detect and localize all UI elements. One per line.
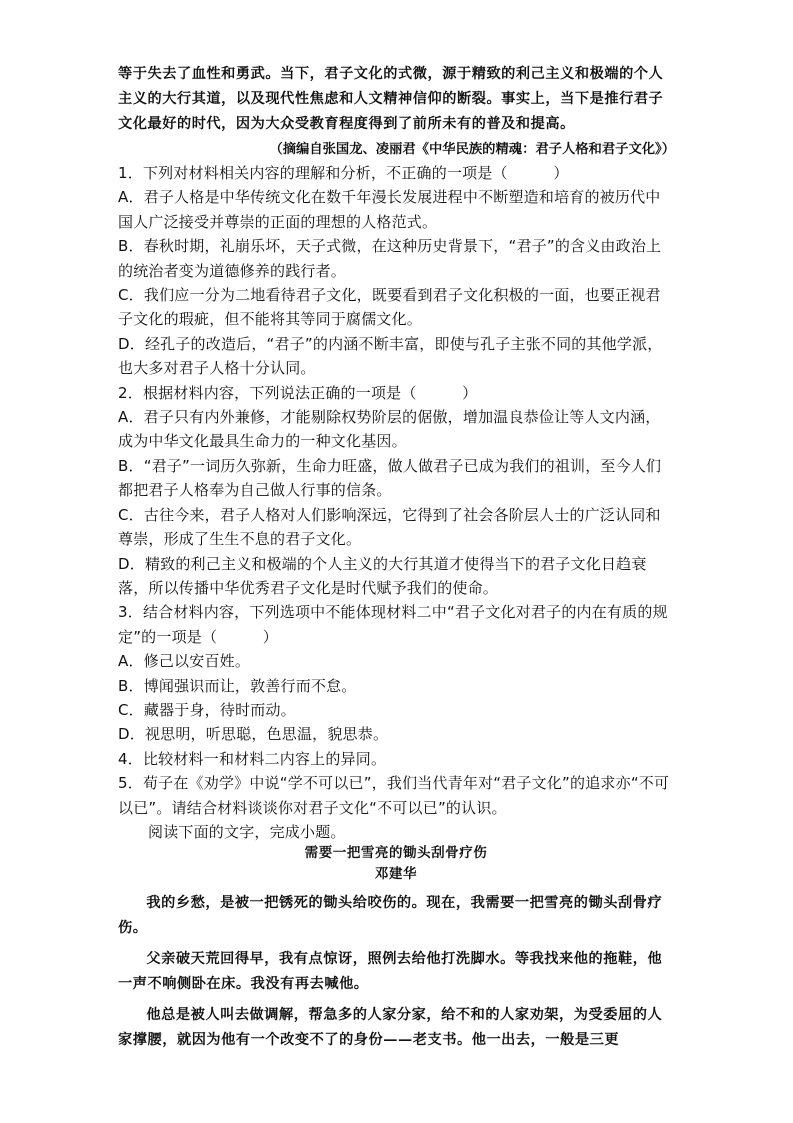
option-c: C．藏器于身，待时而动。 — [118, 700, 296, 719]
passage-continuation — [118, 62, 674, 137]
option-a: A．君子只有内外兼修，才能剔除权势阶层的倨傲，增加温良恭俭让等人文内涵，成为中华文化最具生命力的一种文化基因。 — [118, 408, 661, 451]
source-citation-block — [130, 139, 675, 161]
story-title: 需要一把雪亮的锄头刮骨疗伤 — [304, 845, 488, 861]
option-b: B．春秋时期，礼崩乐坏，天子式微，在这种历史背景下，“君子”的含义由政治上的统治者变为道德修养的践行者。 — [118, 237, 662, 280]
story-author: 邓建华 — [374, 866, 418, 882]
question-stem: 2．根据材料内容，下列说法正确的一项是（ ） — [118, 383, 478, 402]
question-4 — [118, 747, 674, 771]
story-section — [118, 843, 674, 1053]
question-1 — [118, 161, 674, 381]
reading-prompt: 阅读下面的文字，完成小题。 — [148, 822, 346, 841]
option-c: C．我们应一分为二地看待君子文化，既要看到君子文化积极的一面，也要正视君子文化的瑕疵，但不能将其等同于腐儒文化。 — [118, 286, 661, 329]
option-b: B．博闻强识而让，敦善行而不怠。 — [118, 676, 357, 695]
story-paragraph: 我的乡愁，是被一把锈死的锄头给咬伤的。现在，我需要一把雪亮的锄头刮骨疗伤。 — [118, 895, 663, 936]
story-paragraph: 他总是被人叫去做调解，帮急多的人家分家，给不和的人家劝架，为受委屈的人家撑腰，就因为他有一个改变不了的身份——老支书。他一出去，一般是三更 — [118, 1007, 663, 1048]
question-stem: 3．结合材料内容，下列选项中不能体现材料二中“君子文化对君子的内在有质的规定”的一项是（ ） — [118, 603, 668, 646]
questions-section — [118, 161, 674, 844]
question-stem: 1．下列对材料相关内容的理解和分析，不正确的一项是（ ） — [118, 164, 569, 182]
story-paragraph: 父亲破天荒回得早，我有点惊讶，照例去给他打洗脚水。等我找来他的拖鞋，他一声不响侧卧在床。我没有再去喊他。 — [118, 951, 663, 992]
option-a: A．君子人格是中华传统文化在数千年漫长发展进程中不断塑造和培育的被历代中国人广泛接受并尊崇的正面的理想的人格范式。 — [118, 188, 661, 231]
option-c: C．古往今来，君子人格对人们影响深远，它得到了社会各阶层人士的广泛认同和尊崇，形成了生生不息的君子文化。 — [118, 505, 661, 549]
option-d: D．精致的利己主义和极端的个人主义的大行其道才使得当下的君子文化日趋衰落，所以传播中华优秀君子文化是时代赋予我们的使命。 — [118, 554, 647, 597]
passage-paragraph: 等于失去了血性和勇武。当下，君子文化的式微，源于精致的利己主义和极端的个人主义的大行其道，以及现代性焦虑和人文精神信仰的断裂。事实上，当下是推行君子文化最好的时代，因为大众受教育程度得到了前所未有的普及和提高。 — [118, 66, 664, 132]
option-a: A．修己以安百姓。 — [118, 652, 251, 671]
question-stem: 4．比较材料一和材料二内容上的异同。 — [118, 749, 387, 768]
option-b: B．“君子”一词历久弥新，生命力旺盛，做人做君子已成为我们的祖训，至今人们都把君子人格奉为自己做人行事的信条。 — [118, 456, 662, 500]
option-d: D．经孔子的改造后，“君子”的内涵不断丰富，即使与孔子主张不同的其他学派，也大多对君子人格十分认同。 — [118, 334, 663, 378]
source-citation: （摘编自张国龙、凌丽君《中华民族的精魂：君子人格和君子文化》） — [269, 142, 675, 157]
question-stem: 5．荀子在《劝学》中说“学不可以已”，我们当代青年对“君子文化”的追求亦“不可以已”。请结合材料谈谈你对君子文化“不可以已”的认识。 — [118, 774, 670, 817]
question-2 — [118, 381, 674, 601]
option-d: D．视思明，听思聪，色思温，貌思恭。 — [118, 725, 389, 744]
question-5 — [118, 771, 674, 820]
question-3 — [118, 600, 674, 746]
